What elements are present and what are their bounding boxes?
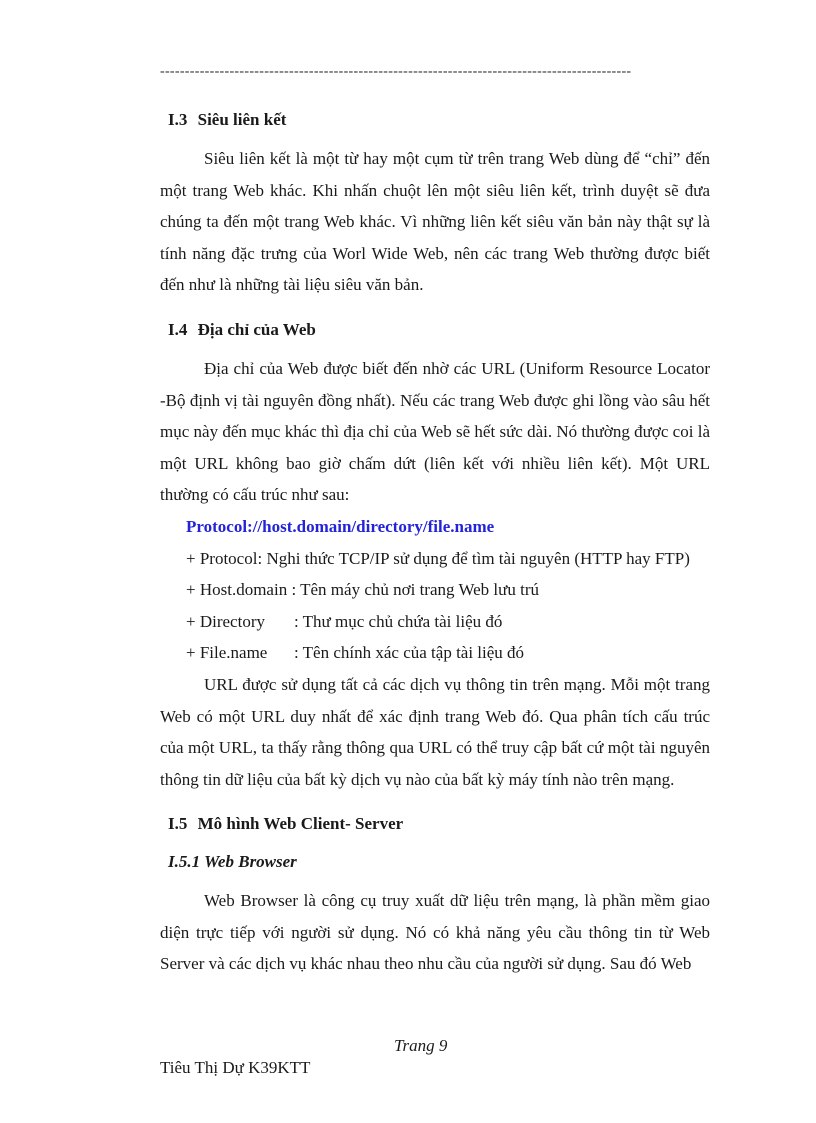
list-item-directory — [160, 606, 710, 638]
paragraph-web-browser: Web Browser là công cụ truy xuất dữ liệu trên mạng, là phần mềm giao diện trực tiếp với người sử dụng. Nó có khả năng yêu cầu thông tin từ Web Server và các dịch vụ khác nhau theo nhu cầu của người sử dụng. Sau đó Web — [160, 891, 710, 974]
header-dashed-rule: ----------------------------------------------------------------------------------------------- — [160, 64, 632, 79]
page-content — [160, 105, 710, 980]
list-item-file-name — [160, 637, 710, 669]
subsection-title: Web Browser — [204, 852, 297, 872]
section-number: I.3 — [168, 110, 188, 129]
subsection-number: I.5.1 — [168, 852, 201, 872]
section-title: Địa chỉ của Web — [197, 319, 316, 339]
footer-author: Tiêu Thị Dự K39KTT — [160, 1058, 311, 1077]
paragraph-url-usage: URL được sử dụng tất cả các dịch vụ thông tin trên mạng. Mỗi một trang Web có một URL duy nhất để xác định trang Web đó. Qua phân tích cấu trúc của một URL, ta thấy rằng thông qua URL có thể truy cập bất cứ một tài nguyên thông tin dữ liệu của bất kỳ dịch vụ nào của bất kỳ máy tính nào trên mạng. — [160, 674, 710, 789]
section-number: I.5 — [168, 814, 188, 834]
list-item-text: Thư mục chủ chứa tài liệu đó — [302, 611, 503, 631]
list-item-text: Tên chính xác của tập tài liệu đó — [302, 643, 525, 663]
list-item-text: Tên máy chủ nơi trang Web lưu trú — [300, 580, 540, 600]
paragraph-hyperlink: Siêu liên kết là một từ hay một cụm từ trên trang Web dùng để “chỉ” đến một trang Web khác. Khi nhấn chuột lên một siêu liên kết, trình duyệt sẽ đưa chúng ta đến một trang Web khác. Vì những liên kết siêu văn bản này thật sự là tính năng đặc trưng của Worl Wide Web, nên các trang Web thường được biết đến như là những tài liệu siêu văn bản. — [160, 149, 710, 295]
subsection-heading-i51 — [160, 847, 710, 877]
section-title: Mô hình Web Client- Server — [197, 814, 404, 834]
section-heading-i3 — [160, 105, 710, 135]
list-item-separator: : — [287, 580, 301, 600]
list-item-text: Nghi thức TCP/IP sử dụng để tìm tài nguyên (HTTP hay FTP) — [266, 548, 690, 568]
section-heading-i4 — [160, 315, 710, 345]
list-item-separator: : — [294, 611, 303, 631]
list-item-host-domain — [160, 574, 710, 606]
section-number: I.4 — [168, 319, 188, 339]
page-number: Trang 9 — [394, 1036, 448, 1055]
list-item-key: + Directory — [186, 611, 265, 631]
list-item-protocol — [160, 543, 710, 575]
list-item-key: + Host.domain — [186, 580, 288, 600]
list-item-key: + File.name — [186, 643, 268, 663]
section-title: Siêu liên kết — [197, 110, 287, 129]
url-pattern: Protocol://host.domain/directory/file.name — [186, 516, 495, 536]
section-heading-i5 — [160, 809, 710, 839]
paragraph-web-address: Địa chỉ của Web được biết đến nhờ các URL (Uniform Resource Locator -Bộ định vị tài nguyên đồng nhất). Nếu các trang Web được ghi lồng vào sâu hết mục này đến mục khác thì địa chỉ của Web sẽ hết sức dài. Nó thường được coi là một URL không bao giờ chấm dứt (liên kết với nhiều liên kết). Một URL thường có cấu trúc như sau: — [160, 358, 710, 505]
list-item-separator: : — [294, 643, 303, 663]
list-item-key: + Protocol — [186, 548, 258, 568]
list-item-separator: : — [257, 548, 267, 568]
